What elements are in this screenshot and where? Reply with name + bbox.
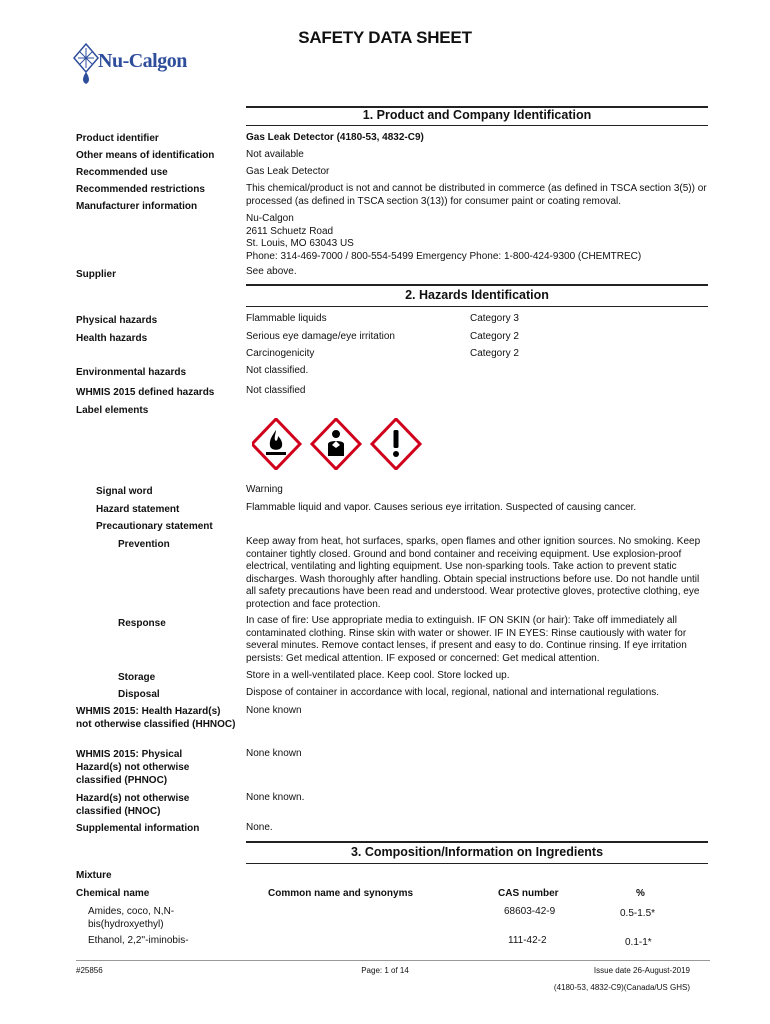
product-identifier-label: Product identifier — [76, 133, 159, 144]
manufacturer-name: Nu-Calgon — [246, 213, 294, 224]
section-3-heading: 3. Composition/Information on Ingredients — [350, 845, 604, 859]
exclamation-pictogram — [372, 419, 420, 469]
storage-value: Store in a well-ventilated place. Keep cool. Store locked up. — [246, 670, 510, 681]
signal-word-label: Signal word — [96, 486, 153, 497]
health-hazards-label: Health hazards — [76, 333, 148, 344]
table-row — [88, 906, 238, 931]
product-identifier-value: Gas Leak Detector (4180-53, 4832-C9) — [246, 132, 424, 143]
percent-cell: 0.1-1* — [625, 937, 652, 948]
environmental-hazards-value: Not classified. — [246, 365, 309, 376]
column-header-percent: % — [636, 888, 645, 899]
manufacturer-address1: 2611 Schuetz Road — [246, 225, 334, 237]
hnoc-label: Hazard(s) not otherwise classified (HNOC) — [76, 793, 190, 817]
section-divider — [246, 841, 708, 843]
storage-label: Storage — [118, 672, 156, 683]
disposal-value: Dispose of container in accordance with local, regional, national and international regulations. — [246, 687, 660, 698]
health-hazard-pictogram — [312, 419, 360, 469]
section-1-heading: 1. Product and Company Identification — [362, 108, 592, 122]
signal-word-value: Warning — [246, 484, 283, 495]
response-value: In case of fire: Use appropriate media to extinguish. IF ON SKIN (or hair): Take off immediately all contaminated clothing. Rinse skin with water or shower. IF IN EYES: Rinse cautiously with water for several minutes. Remove contact lenses, if present and easy to do. Continue rinsing. If eye irritation persists: Get medical attention. IF exposed or concerned: Get medical attention. — [246, 615, 687, 664]
company-logo — [72, 42, 212, 86]
hhnoc-label: WHMIS 2015: Health Hazard(s) not otherwise classified (HHNOC) — [76, 706, 236, 730]
hhnoc-value: None known — [246, 705, 302, 716]
cas-number-cell: 68603-42-9 — [504, 906, 556, 917]
section-divider — [246, 284, 708, 286]
chemical-name-cell: Ethanol, 2,2''-iminobis- — [88, 935, 189, 946]
section-2-heading: 2. Hazards Identification — [405, 288, 549, 302]
cas-number-cell: 111-42-2 — [508, 935, 547, 946]
hazard-name: Flammable liquids — [246, 313, 327, 324]
footer-issue-date: Issue date 26-August-2019 — [593, 966, 690, 975]
manufacturer-label: Manufacturer information — [76, 201, 198, 212]
hazard-name: Carcinogenicity — [246, 348, 315, 359]
recommended-use-value: Gas Leak Detector — [246, 166, 330, 177]
hnoc-value: None known. — [246, 792, 305, 803]
flame-pictogram — [252, 419, 300, 469]
supplier-label: Supplier — [76, 269, 117, 280]
ghs-pictograms — [252, 418, 422, 470]
physical-hazards-label: Physical hazards — [76, 315, 158, 326]
hazard-name: Serious eye damage/eye irritation — [246, 331, 395, 342]
manufacturer-address2: St. Louis, MO 63043 US — [246, 238, 354, 249]
column-header-common-name: Common name and synonyms — [268, 888, 414, 899]
other-means-label: Other means of identification — [76, 150, 215, 161]
footer-page-number: Page: 1 of 14 — [361, 966, 409, 975]
percent-cell: 0.5-1.5* — [620, 908, 656, 919]
label-elements-label: Label elements — [76, 405, 149, 416]
whmis-defined-hazards-value: Not classified — [246, 385, 306, 396]
section-divider — [246, 863, 708, 864]
footer-doc-number: #25856 — [76, 966, 103, 975]
hazard-category: Category 2 — [470, 331, 519, 342]
hazard-category: Category 3 — [470, 313, 519, 324]
footer-product-code: (4180-53, 4832-C9)(Canada/US GHS) — [553, 983, 690, 992]
footer-divider — [76, 960, 710, 961]
manufacturer-block — [246, 213, 710, 263]
supplier-value: See above. — [246, 266, 297, 277]
recommended-restrictions-value: This chemical/product is not and cannot be distributed in commerce (as defined in TSCA section 3(5)) or processed (as defined in TSCA section 3(13)) for consumer paint or coating removal. — [246, 183, 707, 207]
phnoc-value: None known — [246, 748, 302, 759]
mixture-label: Mixture — [76, 870, 112, 881]
section-divider — [246, 306, 708, 307]
prevention-label: Prevention — [118, 539, 170, 550]
document-title: SAFETY DATA SHEET — [298, 28, 472, 47]
column-header-chemical-name: Chemical name — [76, 888, 150, 899]
phnoc-label: WHMIS 2015: Physical Hazard(s) not otherwise classified (PHNOC) — [76, 749, 190, 786]
precautionary-statement-label: Precautionary statement — [96, 521, 213, 532]
hazard-category: Category 2 — [470, 348, 519, 359]
response-label: Response — [118, 618, 166, 629]
hazard-statement-value: Flammable liquid and vapor. Causes serious eye irritation. Suspected of causing cancer. — [246, 502, 637, 513]
environmental-hazards-label: Environmental hazards — [76, 367, 187, 378]
supplemental-information-value: None. — [246, 822, 273, 833]
recommended-restrictions-label: Recommended restrictions — [76, 184, 205, 195]
recommended-use-label: Recommended use — [76, 167, 168, 178]
section-divider — [246, 125, 708, 126]
logo-wordmark: Nu-Calgon — [98, 50, 187, 72]
chemical-name-cell: Amides, coco, N,N-bis(hydroxyethyl) — [88, 906, 175, 930]
column-header-cas-number: CAS number — [498, 888, 559, 899]
manufacturer-phone: Phone: 314-469-7000 / 800-554-5499 Emergency Phone: 1-800-424-9300 (CHEMTREC) — [246, 250, 642, 262]
other-means-value: Not available — [246, 149, 304, 160]
disposal-label: Disposal — [118, 689, 160, 700]
hazard-statement-label: Hazard statement — [96, 504, 180, 515]
whmis-defined-hazards-label: WHMIS 2015 defined hazards — [76, 387, 215, 398]
prevention-value: Keep away from heat, hot surfaces, sparks, open flames and other ignition sources. No smoking. Keep container tightly closed. Ground and bond container and receiving equipment. Use explosion-proof electrical, ventilating and lighting equipment. Use non-sparking tools. Take action to prevent static discharges. Wash thoroughly after handling. Obtain special instructions before use. Do not handle until all safety precautions have been read and understood. Wear protective gloves, protective clothing, eye protection and face protection. — [246, 536, 701, 610]
supplemental-information-label: Supplemental information — [76, 823, 200, 834]
